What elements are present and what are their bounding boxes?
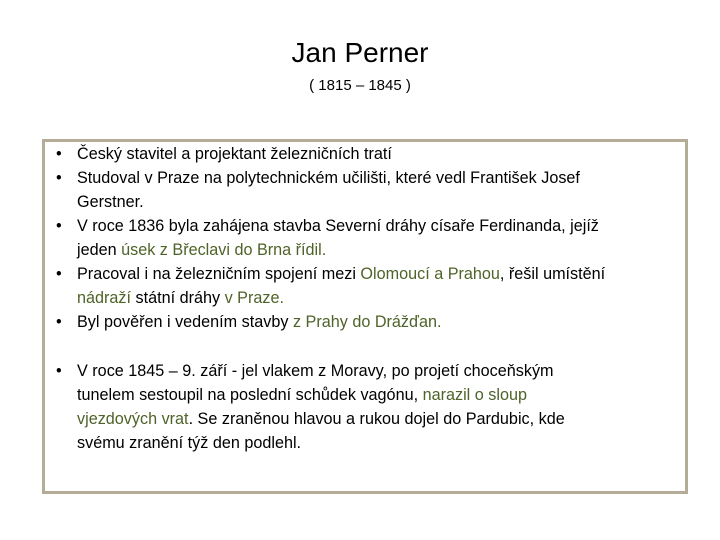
bullet-item xyxy=(24,142,688,166)
slide-subtitle: ( 1815 – 1845 ) xyxy=(309,77,411,94)
slide-title: Jan Perner xyxy=(291,37,429,68)
bullet-item xyxy=(24,359,688,455)
bullet-text: V roce 1836 byla zahájena stavba Severní dráhy císaře Ferdinanda, jejíž xyxy=(77,217,599,235)
bullet-text: Gerstner. xyxy=(77,193,144,211)
bullet-text: V roce 1845 – 9. září - jel vlakem z Moravy, po projetí choceňským xyxy=(77,362,554,380)
bullet-text: svému zranění týž den podlehl. xyxy=(77,434,302,452)
bullet-dot-icon: • xyxy=(56,313,62,331)
bullet-text: státní dráhy xyxy=(131,289,225,307)
bullet-dot-icon: • xyxy=(56,265,62,283)
highlight-text: v Praze. xyxy=(224,289,284,307)
bullet-text: , řešil umístění xyxy=(499,265,606,283)
bullet-text: tunelem sestoupil na poslední schůdek vagónu, xyxy=(77,386,423,404)
bullet-item xyxy=(24,262,688,310)
bullet-list xyxy=(24,142,688,455)
bullet-dot-icon: • xyxy=(56,217,62,235)
highlight-text: narazil o sloup xyxy=(422,386,527,404)
bullet-text: Český stavitel a projektant železničních tratí xyxy=(77,145,392,163)
highlight-text: nádraží xyxy=(77,289,131,307)
highlight-text: z Prahy do Drážďan. xyxy=(292,313,442,331)
bullet-item xyxy=(24,166,688,214)
bullet-text: Pracoval i na železničním spojení mezi xyxy=(77,265,361,283)
highlight-text: úsek z Břeclavi do Brna řídil. xyxy=(121,241,327,259)
bullet-text: jeden xyxy=(77,241,122,259)
bullet-text: . Se zraněnou hlavou a rukou dojel do Pardubic, kde xyxy=(188,410,565,428)
bullet-item xyxy=(24,310,688,334)
highlight-text: Olomoucí a Prahou xyxy=(360,265,500,283)
bullet-dot-icon: • xyxy=(56,362,62,380)
bullet-dot-icon: • xyxy=(56,169,62,187)
bullet-item xyxy=(24,214,688,262)
bullet-text: Studoval v Praze na polytechnickém učilišti, které vedl František Josef xyxy=(77,169,580,187)
bullet-dot-icon: • xyxy=(56,145,62,163)
highlight-text: vjezdových vrat xyxy=(77,410,189,428)
bullet-text: Byl pověřen i vedením stavby xyxy=(77,313,293,331)
